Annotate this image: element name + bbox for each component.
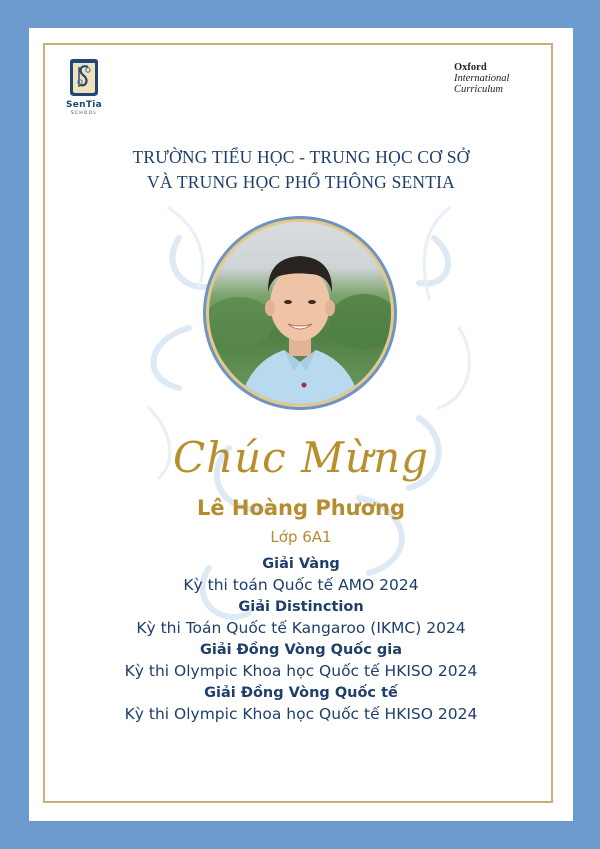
award-item [29, 640, 573, 683]
award-item [29, 597, 573, 640]
school-logo [65, 58, 103, 116]
logo-name: SenTia [65, 100, 103, 110]
student-name: Lê Hoàng Phương [196, 496, 406, 520]
award-competition: Kỳ thi Toán Quốc tế Kangaroo (IKMC) 2024 [136, 619, 466, 637]
student-class: Lớp 6A1 [270, 528, 332, 546]
certificate-card [29, 28, 573, 821]
award-title: Giải Vàng [262, 556, 340, 572]
student-portrait-icon [209, 222, 391, 404]
oxford-line-curriculum: Curriculum [454, 84, 504, 95]
award-title: Giải Đồng Vòng Quốc tế [204, 685, 398, 701]
award-competition: Kỳ thi toán Quốc tế AMO 2024 [183, 576, 419, 594]
oxford-curriculum-badge [454, 62, 509, 95]
student-photo [209, 222, 391, 404]
oxford-title: Oxford [454, 62, 487, 73]
sentia-crest-icon [67, 58, 101, 98]
award-title: Giải Đồng Vòng Quốc gia [199, 642, 403, 658]
award-title: Giải Distinction [238, 599, 364, 615]
student-photo-frame [203, 216, 397, 410]
school-heading-line2: VÀ TRUNG HỌC PHỔ THÔNG SENTIA [146, 172, 455, 192]
photo-gold-ring [206, 219, 394, 407]
oxford-line-international: International [454, 73, 510, 84]
award-competition: Kỳ thi Olympic Khoa học Quốc tế HKISO 2024 [124, 662, 478, 680]
award-competition: Kỳ thi Olympic Khoa học Quốc tế HKISO 2024 [124, 705, 478, 723]
school-heading-line1: TRƯỜNG TIỂU HỌC - TRUNG HỌC CƠ SỞ [132, 147, 470, 167]
award-item [29, 554, 573, 597]
congratulations-title: Chúc Mừng [172, 433, 430, 482]
logo-subtitle: SCHOOL [70, 111, 98, 116]
award-item [29, 683, 573, 726]
awards-list [29, 554, 573, 726]
